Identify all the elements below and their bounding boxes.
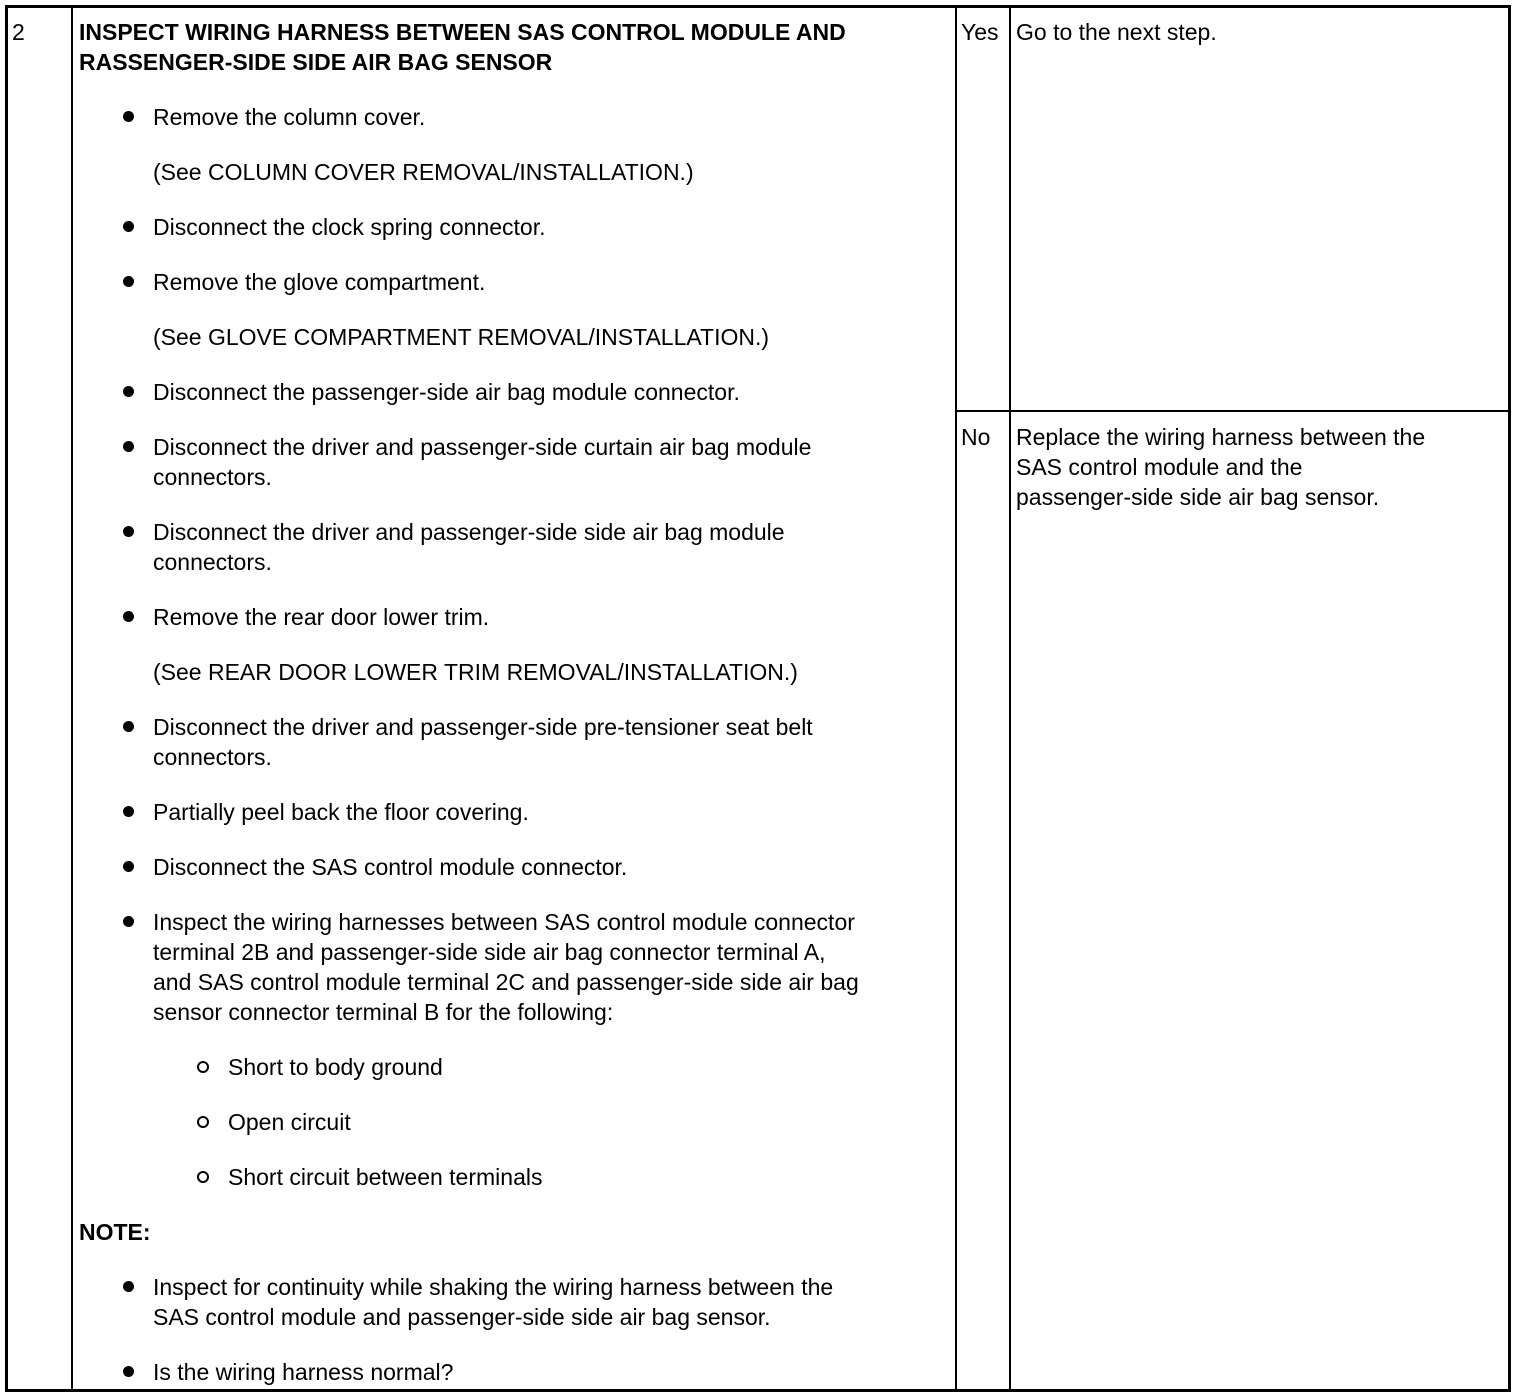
procedure-item: Remove the column cover. [153, 104, 426, 130]
procedure-item: Disconnect the passenger-side air bag module connector. [153, 379, 740, 405]
note-item-line: SAS control module and passenger-side side air bag sensor. [153, 1304, 771, 1330]
sub-item: Short circuit between terminals [228, 1164, 543, 1190]
reference-item: (See GLOVE COMPARTMENT REMOVAL/INSTALLATION.) [153, 324, 770, 350]
procedure-item: Remove the rear door lower trim. [153, 604, 490, 630]
procedure-item-line: connectors. [153, 744, 272, 770]
procedure-item-line: Inspect the wiring harnesses between SAS control module connector [153, 909, 855, 935]
bullet-icon [123, 611, 134, 622]
procedure-item-line: Disconnect the driver and passenger-side curtain air bag module [153, 434, 812, 460]
bullet-icon [123, 806, 134, 817]
no-action-line: passenger-side side air bag sensor. [1016, 484, 1380, 510]
procedure-item-line: sensor connector terminal B for the following: [153, 999, 614, 1025]
bullet-icon [123, 721, 134, 732]
note-item: Is the wiring harness normal? [153, 1359, 454, 1385]
diagnostic-table [5, 5, 1511, 1392]
bullet-icon [123, 111, 134, 122]
column-divider-action [1009, 8, 1011, 1389]
sub-item: Open circuit [228, 1109, 351, 1135]
step-title-line-1: INSPECT WIRING HARNESS BETWEEN SAS CONTROL MODULE AND [79, 19, 846, 45]
yes-label: Yes [961, 19, 999, 45]
bullet-icon [123, 861, 134, 872]
note-label: NOTE: [79, 1219, 151, 1245]
bullet-icon [123, 386, 134, 397]
sub-bullet-icon [197, 1061, 209, 1073]
column-divider-answer [955, 8, 957, 1389]
yes-no-row-divider [955, 410, 1508, 412]
procedure-item-line: and SAS control module terminal 2C and passenger-side side air bag [153, 969, 859, 995]
sub-bullet-icon [197, 1171, 209, 1183]
sub-bullet-icon [197, 1116, 209, 1128]
yes-action: Go to the next step. [1016, 19, 1217, 45]
procedure-item-line: connectors. [153, 549, 272, 575]
procedure-item: Remove the glove compartment. [153, 269, 486, 295]
bullet-icon [123, 1366, 134, 1377]
no-label: No [961, 424, 991, 450]
procedure-item: Disconnect the SAS control module connector. [153, 854, 628, 880]
bullet-icon [123, 1281, 134, 1292]
procedure-item: Partially peel back the floor covering. [153, 799, 529, 825]
bullet-icon [123, 916, 134, 927]
no-action-line: SAS control module and the [1016, 454, 1303, 480]
column-divider-step [71, 8, 73, 1389]
procedure-item-line: Disconnect the driver and passenger-side pre-tensioner seat belt [153, 714, 813, 740]
procedure-item-line: Disconnect the driver and passenger-side side air bag module [153, 519, 785, 545]
bullet-icon [123, 441, 134, 452]
reference-item: (See REAR DOOR LOWER TRIM REMOVAL/INSTALLATION.) [153, 659, 798, 685]
step-number: 2 [12, 19, 25, 45]
reference-item: (See COLUMN COVER REMOVAL/INSTALLATION.) [153, 159, 694, 185]
bullet-icon [123, 221, 134, 232]
no-action-line: Replace the wiring harness between the [1016, 424, 1426, 450]
bullet-icon [123, 276, 134, 287]
procedure-item-line: terminal 2B and passenger-side side air bag connector terminal A, [153, 939, 826, 965]
procedure-item: Disconnect the clock spring connector. [153, 214, 546, 240]
procedure-item-line: connectors. [153, 464, 272, 490]
step-title-line-2: RASSENGER-SIDE SIDE AIR BAG SENSOR [79, 49, 553, 75]
bullet-icon [123, 526, 134, 537]
note-item-line: Inspect for continuity while shaking the wiring harness between the [153, 1274, 834, 1300]
sub-item: Short to body ground [228, 1054, 443, 1080]
